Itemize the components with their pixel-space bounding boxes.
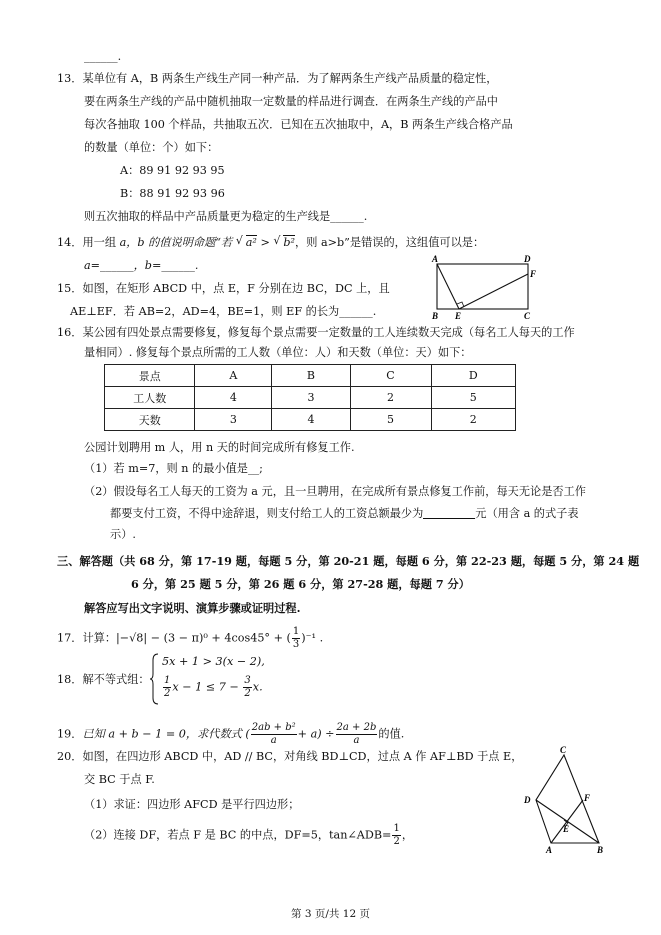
table-cell: 2: [431, 409, 516, 431]
q20-line2: 交 BC 于点 F.: [84, 773, 155, 786]
q20-line1: 如图，在四边形 ABCD 中，AD // BC，对角线 BD⊥CD，过点 A 作 AF⊥BD 于点 E，: [82, 750, 523, 763]
table-cell: 4: [272, 409, 350, 431]
segment-ae: [437, 264, 459, 309]
label-b: B: [432, 311, 439, 321]
q14-line2: a=______，b=______.: [84, 259, 199, 272]
q20-sub1: （1）求证：四边形 AFCD 是平行四边形；: [84, 798, 300, 811]
table-cell: C: [350, 365, 431, 387]
question-17: [57, 626, 323, 651]
q20-sub2: （2）连接 DF，若点 F 是 BC 的中点，DF=5，tan∠ADB= $\frac{1}{2}$ ，: [84, 823, 414, 847]
q13-number: 13．: [57, 72, 83, 85]
q16-line3: 公园计划聘用 m 人，用 n 天的时间完成所有修复工作.: [84, 441, 355, 454]
q14-number: 14．: [57, 236, 83, 249]
label-a: A: [432, 254, 439, 264]
q14-sqrt-a: √ a²: [235, 234, 257, 249]
rectangle-abcd: [437, 264, 528, 309]
q13-line4: 的数量（单位：个）如下：: [84, 141, 219, 154]
q16-sub2-line2-post: 元（用含 a 的式子表: [475, 507, 579, 520]
q13-data-a: A：89 91 92 93 95: [120, 164, 225, 177]
previous-answer-blank: ______.: [84, 50, 122, 63]
q14-sqrt-b: √ b²: [273, 234, 296, 249]
q14-text-mid: a，b 的值说明命题“若: [119, 236, 233, 249]
table-header-row: [105, 365, 516, 387]
q15-line2: AE⊥EF．若 AB=2，AD=4，BE=1，则 EF 的长为______.: [70, 305, 377, 318]
section3-line1: 三、解答题（共 68 分，第 17-19 题，每题 5 分，第 20-21 题，每题 6 分，第 22-23 题，每题 5 分，第 24 题: [57, 554, 640, 568]
q19-number: 19．: [57, 727, 83, 741]
table-cell: A: [195, 365, 272, 387]
q18-inequality-1: 5x + 1 > 3(x − 2),: [162, 655, 265, 668]
q18-brace: [150, 652, 160, 706]
table-cell: 天数: [105, 409, 195, 431]
q18-inequality-2: $\frac{1}{2}$ x − 1 ≤ 7 − $\frac{3}{2}$ x.: [164, 675, 263, 699]
table-cell: 5: [431, 387, 516, 409]
question-19: [57, 722, 404, 747]
label-c: C: [524, 311, 531, 321]
q16-answer-blank: [423, 506, 475, 519]
label-c: C: [560, 745, 567, 755]
q16-line2: 量相同）. 修复每个景点所需的工人数（单位：人）和天数（单位：天）如下：: [84, 346, 472, 359]
label-a: A: [546, 845, 553, 855]
table-row: [105, 387, 516, 409]
q20-quadrilateral-figure: [520, 745, 610, 855]
table-cell: 2: [350, 387, 431, 409]
page-footer: 第 3 页/共 12 页: [291, 908, 370, 920]
q15-line1: 如图，在矩形 ABCD 中，点 E，F 分别在边 BC，DC 上，且: [82, 282, 390, 295]
q20-number: 20．: [57, 750, 83, 763]
q15-number: 15．: [57, 282, 83, 295]
q18-label: 解不等式组：: [82, 673, 150, 686]
table-cell: 3: [272, 387, 350, 409]
q13-line1: 某单位有 A，B 两条生产线生产同一种产品．为了解两条生产线产品质量的稳定性，: [82, 72, 498, 85]
table-cell: 工人数: [105, 387, 195, 409]
q14-gt: >: [260, 236, 270, 249]
label-e: E: [455, 311, 462, 321]
table-cell: B: [272, 365, 350, 387]
q19-fraction-1: $\frac{\text{2ab + b²}}{a}$: [251, 722, 296, 746]
section3-line2: 6 分，第 25 题 5 分，第 26 题 6 分，第 27-28 题，每题 7 分）: [131, 577, 470, 591]
table-cell: 景点: [105, 365, 195, 387]
q16-sub2-line2-pre: 都要支付工资，不得中途辞退，则支付给工人的工资总额最少为: [110, 507, 424, 520]
label-e: E: [563, 824, 570, 834]
q19-mid: + a) ÷: [297, 727, 335, 741]
q19-post: 的值.: [378, 727, 405, 741]
q19-fraction-2: $\frac{2a + 2b}{a}$: [336, 722, 377, 746]
q16-sub1: （1）若 m=7，则 n 的最小值是__;: [84, 462, 263, 475]
table-cell: 5: [350, 409, 431, 431]
segment-ef: [459, 274, 528, 309]
table-cell: 4: [195, 387, 272, 409]
q17-expr2: − (3 − π)⁰ + 4cos45° + (: [150, 631, 291, 645]
q16-line1: 某公园有四处景点需要修复，修复每个景点需要一定数量的工人连续数天完成（每名工人每天的工作: [82, 326, 575, 339]
q17-label: 计算：: [82, 631, 117, 645]
q17-number: 17．: [57, 631, 83, 645]
table-cell: D: [431, 365, 516, 387]
label-b: B: [597, 845, 604, 855]
q16-sub2-line3: 示）.: [110, 528, 136, 541]
q13-question: 则五次抽取的样品中产品质量更为稳定的生产线是______.: [84, 210, 368, 223]
q15-rectangle-figure: [430, 252, 540, 322]
q14-text-post: ，则 a>b”是错误的，这组值可以是：: [295, 236, 485, 249]
q13-line3: 每次各抽取 100 个样品，共抽取五次．已知在五次抽取中，A，B 两条生产线合格产品: [84, 118, 513, 131]
q13-line2: 要在两条生产线的产品中随机抽取一定数量的样品进行调查．在两条生产线的产品中: [84, 95, 498, 108]
q17-fraction: $\frac{1}{3}$: [292, 626, 300, 650]
q16-sub2-line1: （2）假设每名工人每天的工资为 a 元，且一旦聘用，在完成所有景点修复工作前，每天无论是否工作: [84, 485, 586, 498]
q16-number: 16．: [57, 326, 83, 339]
label-f: F: [530, 269, 537, 279]
q14-text-pre: 用一组: [82, 236, 120, 249]
label-f: F: [584, 793, 591, 803]
q17-expr3: )⁻¹ .: [301, 631, 324, 645]
q13-data-b: B：88 91 92 93 96: [120, 187, 225, 200]
q17-expr1: |−√8|: [116, 631, 148, 645]
label-d: D: [524, 795, 531, 805]
table-row: [105, 409, 516, 431]
q19-pre: 已知 a + b − 1 = 0，求代数式 (: [82, 727, 250, 741]
q16-table: [104, 364, 516, 431]
table-cell: 3: [195, 409, 272, 431]
q18-number: 18．: [57, 673, 83, 686]
segment-af: [551, 800, 583, 843]
section3-instruction: 解答应写出文字说明、演算步骤或证明过程.: [84, 601, 301, 615]
label-d: D: [524, 254, 531, 264]
